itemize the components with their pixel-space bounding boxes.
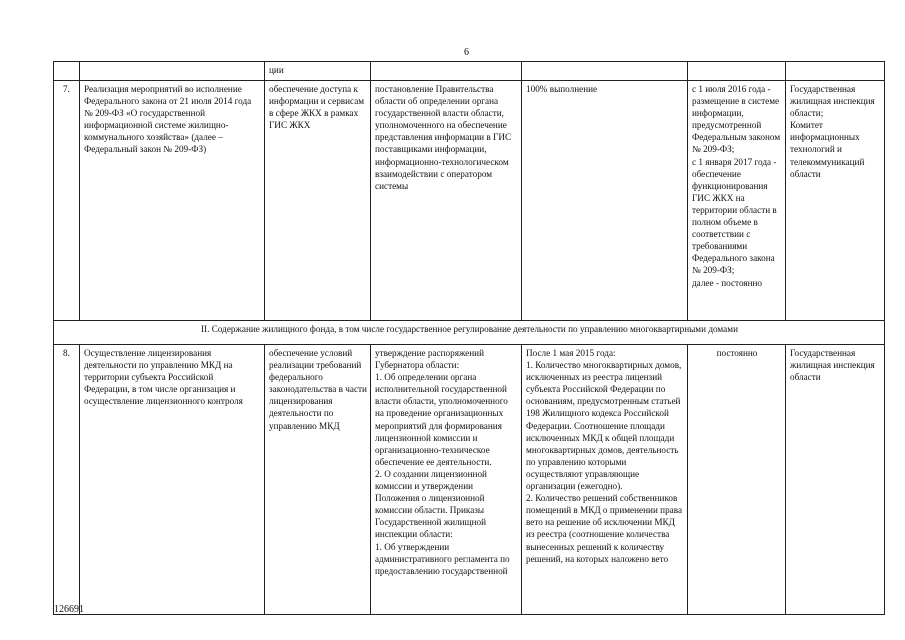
page-number: 6	[464, 47, 469, 58]
table-row-continuation	[54, 62, 885, 81]
section-title: II. Содержание жилищного фонда, в том числе государственное регулирование деятельности по управлению многоквартирными домами	[54, 321, 885, 345]
document-number: 126691	[54, 604, 84, 615]
cell-indicator: 100% выполнение	[522, 81, 688, 321]
cell-indicator	[522, 62, 688, 81]
cell-measure: Осуществление лицензирования деятельности по управлению МКД на территории субъекта Российской Федерации, в том числе организация и осуществление лицензионного контроля	[80, 345, 265, 615]
cell-goal: обеспечение доступа к информации и сервисам в сфере ЖКХ в рамках ГИС ЖКХ	[265, 81, 371, 321]
cell-document: утверждение распоряжений Губернатора области: 1. Об определении органа исполнительной государственной власти области, уполномоченного на проведение организационных мероприятий для формирования лицензионной комиссии и организационно-техническое обеспечение ее деятельности. 2. О создании лицензионной комиссии и утверждении Положения о лицензионной комиссии области. Приказы Государственной жилищной инспекции области: 1. Об утверждении административного регламента по предоставлению государственной	[371, 345, 522, 615]
cell-measure: Реализация мероприятий во исполнение Федерального закона от 21 июля 2014 года № 209-ФЗ «О государственной информационной системе жилищно-коммунального хозяйства» (далее – Федеральный закон № 209-ФЗ)	[80, 81, 265, 321]
table-row-7	[54, 81, 885, 321]
cell-num: 8.	[54, 345, 80, 615]
cell-deadline	[688, 62, 786, 81]
cell-responsible: Государственная жилищная инспекция области	[786, 345, 885, 615]
measures-table	[53, 61, 885, 615]
section-heading-row	[54, 321, 885, 345]
cell-indicator: После 1 мая 2015 года: 1. Количество многоквартирных домов, исключенных из реестра лицензий субъекта Российской Федерации по основаниям, предусмотренным статьей 198 Жилищного кодекса Российской Федерации. Соотношение площади исключенных МКД к общей площади многоквартирных домов, деятельность по управлению которыми осуществляют управляющие организации (ежегодно). 2. Количество решений собственников помещений в МКД о применении права вето на решение об исключении МКД из реестра (соотношение количества вынесенных решений к количеству решений, на которых наложено вето	[522, 345, 688, 615]
cell-document: постановление Правительства области об определении органа государственной власти области, уполномоченного на обеспечение представления информации в ГИС поставщиками информации, информационно-технологическом взаимодействии с оператором системы	[371, 81, 522, 321]
table-row-8	[54, 345, 885, 615]
cell-document	[371, 62, 522, 81]
cell-responsible: Государственная жилищная инспекция области; Комитет информационных технологий и телекоммуникаций области	[786, 81, 885, 321]
cell-goal: обеспечение условий реализации требований федерального законодательства в части лицензирования деятельности по управлению МКД	[265, 345, 371, 615]
cell-measure	[80, 62, 265, 81]
cell-deadline: постоянно	[688, 345, 786, 615]
cell-deadline: с 1 июля 2016 года - размещение в системе информации, предусмотренной Федеральным законом № 209-ФЗ; с 1 января 2017 года - обеспечение функционирования ГИС ЖКХ на территории области в полном объеме в соответствии с требованиями Федерального закона № 209-ФЗ; далее - постоянно	[688, 81, 786, 321]
cell-goal: ции	[265, 62, 371, 81]
cell-num	[54, 62, 80, 81]
cell-num: 7.	[54, 81, 80, 321]
cell-responsible	[786, 62, 885, 81]
